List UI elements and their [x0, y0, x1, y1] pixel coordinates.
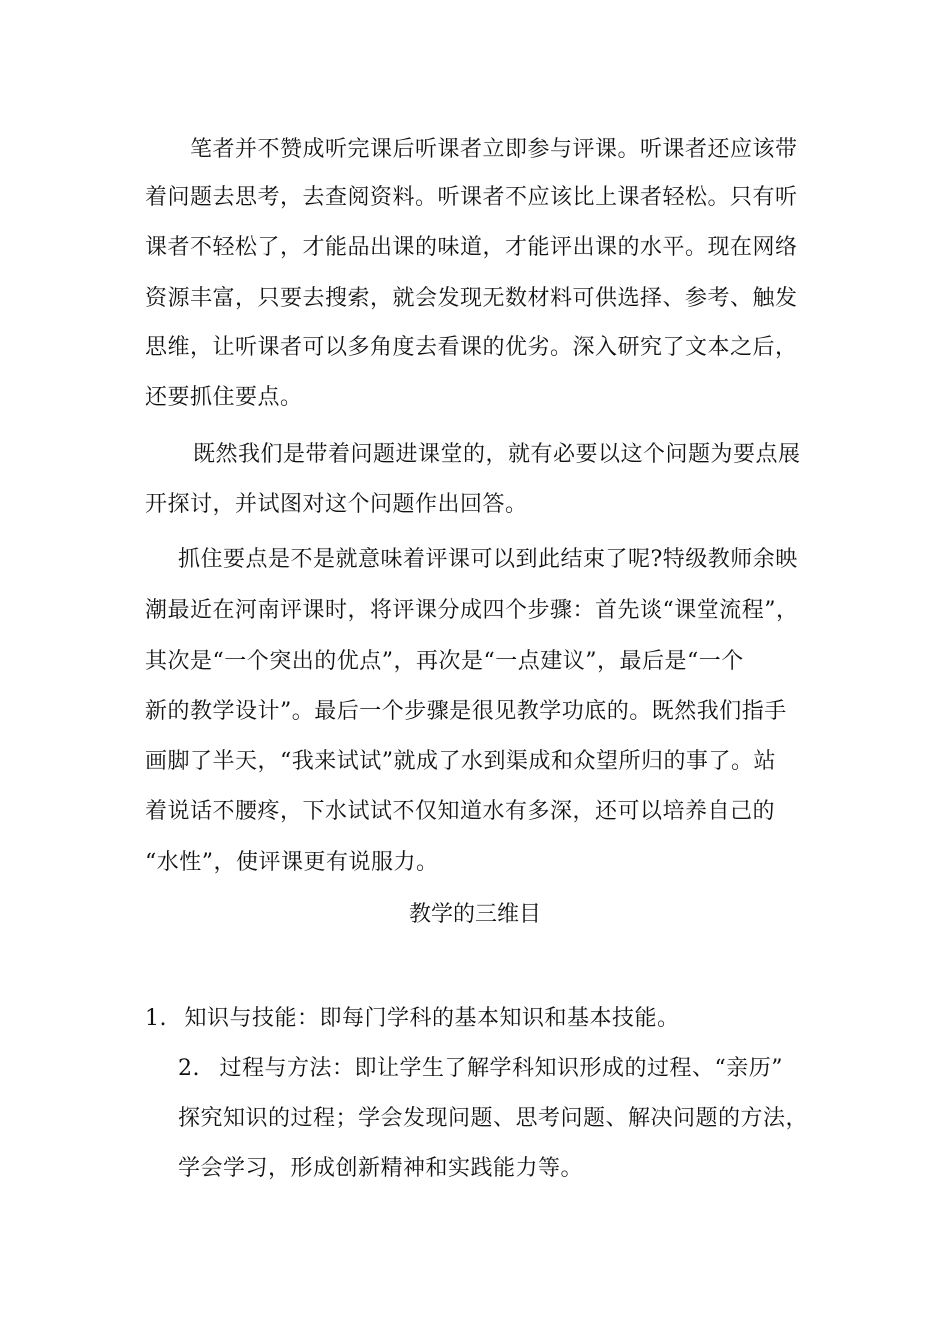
paragraph-line: 思维，让听课者可以多角度去看课的优劣。深入研究了文本之后，	[145, 335, 798, 360]
paragraph-line: 开探讨，并试图对这个问题作出回答。	[145, 492, 528, 517]
paragraph-line: 新的教学设计”。最后一个步骤是很见教学功底的。既然我们指手	[145, 699, 787, 724]
paragraph-line: 既然我们是带着问题进课堂的，就有必要以这个问题为要点展	[193, 442, 801, 467]
paragraph-line: 还要抓住要点。	[145, 385, 303, 410]
list-item-text: 探究知识的过程；学会发现问题、思考问题、解决问题的方法，	[178, 1106, 809, 1131]
list-item-text: 学会学习，形成创新精神和实践能力等。	[178, 1156, 584, 1181]
list-item-text: 过程与方法：即让学生了解学科知识形成的过程、“亲历”	[219, 1056, 783, 1081]
section-title: 教学的三维目	[408, 902, 541, 927]
paragraph-line: 资源丰富，只要去搜索，就会发现无数材料可供选择、参考、触发	[145, 286, 798, 311]
list-number: 2.	[178, 1056, 200, 1081]
paragraph-line: 画脚了半天，“我来试试”就成了水到渠成和众望所归的事了。站	[145, 749, 776, 774]
paragraph-line: 笔者并不赞成听完课后听课者立即参与评课。听课者还应该带	[190, 137, 798, 162]
paragraph-line: 其次是“一个突出的优点”，再次是“一点建议”，最后是“一个	[145, 649, 744, 674]
paragraph-line: 着说话不腰疼，下水试试不仅知道水有多深，还可以培养自己的	[145, 799, 776, 824]
paragraph-line: “水性”，使评课更有说服力。	[145, 850, 439, 875]
paragraph-line: 潮最近在河南评课时，将评课分成四个步骤：首先谈“课堂流程”，	[145, 598, 799, 623]
paragraph-line: 着问题去思考，去查阅资料。听课者不应该比上课者轻松。只有听	[145, 185, 798, 210]
list-number: 1.	[145, 1006, 167, 1031]
paragraph-line: 抓住要点是不是就意味着评课可以到此结束了呢?特级教师余映	[178, 547, 798, 572]
paragraph-line: 课者不轻松了，才能品出课的味道，才能评出课的水平。现在网络	[145, 235, 798, 260]
list-item-text: 知识与技能：即每门学科的基本知识和基本技能。	[184, 1006, 680, 1031]
